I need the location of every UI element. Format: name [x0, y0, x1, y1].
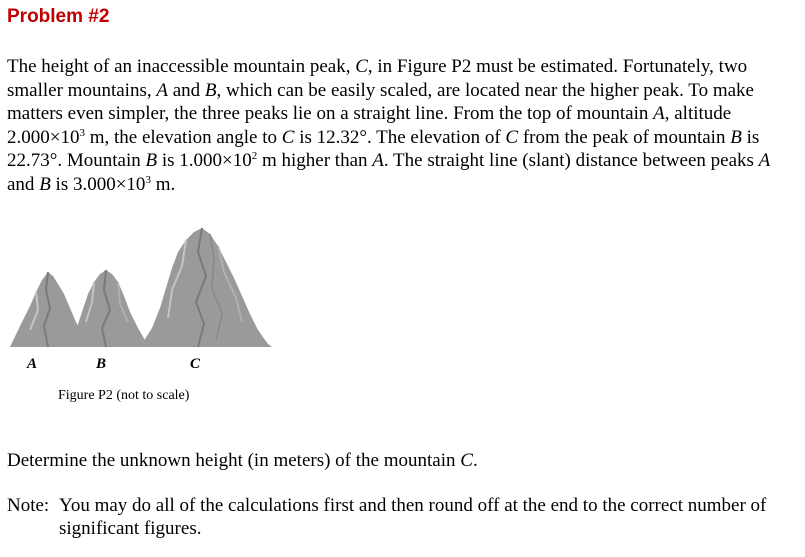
statement-text: is 1.000×10: [157, 150, 252, 172]
exponent: 2: [251, 150, 258, 163]
question-text: Determine the unknown height (in meters) of the mountain: [7, 450, 461, 471]
statement-text: , in Figure P2 must be estimated. Fortunately, two smaller mountains,: [7, 56, 748, 101]
note-text: You may do all of the calculations first and then round off at the end to the correct number of significant figures.: [59, 495, 767, 539]
statement-text: and: [7, 173, 40, 195]
label-c: C: [190, 356, 201, 372]
figure-p2: [0, 218, 290, 408]
figure-caption: Figure P2 (not to scale): [58, 388, 190, 403]
var-b: B: [145, 150, 158, 172]
statement-text: from the peak of mountain: [518, 126, 731, 148]
mountain-c: [140, 228, 272, 347]
statement-text: m.: [150, 173, 176, 195]
statement-text: m, the elevation angle to: [84, 126, 282, 148]
var-b: B: [39, 173, 51, 195]
exponent: 3: [145, 173, 151, 186]
statement-text: , altitude 2.000×10: [7, 103, 732, 148]
problem-statement: [7, 55, 797, 197]
exponent: 3: [79, 126, 85, 139]
label-a: A: [27, 356, 38, 372]
statement-text: . The straight line (slant) distance between peaks: [383, 150, 759, 172]
statement-text: is 3.000×10: [50, 173, 146, 195]
statement-text: , which can be easily scaled, are located near the higher peak. To make matters even simpler, the three peaks lie on a straight line. From the top of mountain: [7, 79, 754, 125]
var-c: C: [460, 450, 473, 471]
problem-title: Problem #2: [7, 6, 110, 27]
var-b: B: [204, 79, 217, 101]
var-a: A: [156, 79, 168, 101]
note-label: Note:: [7, 495, 50, 516]
var-c: C: [505, 126, 519, 148]
statement-text: m higher than: [257, 150, 373, 172]
mountains-illustration: [0, 218, 290, 358]
var-a: A: [653, 103, 665, 125]
statement-text: and: [167, 79, 205, 101]
statement-text: is 12.32°. The elevation of: [294, 126, 506, 148]
question-text: .: [472, 450, 478, 471]
var-c: C: [355, 56, 368, 77]
var-a: A: [372, 150, 384, 172]
note: [7, 494, 797, 540]
label-b: B: [96, 356, 107, 372]
statement-text: The height of an inaccessible mountain peak,: [7, 56, 356, 77]
var-b: B: [730, 126, 742, 148]
var-a: A: [758, 150, 771, 172]
question: [7, 450, 478, 472]
var-c: C: [281, 126, 295, 148]
statement-text: is 22.73°. Mountain: [7, 126, 760, 172]
